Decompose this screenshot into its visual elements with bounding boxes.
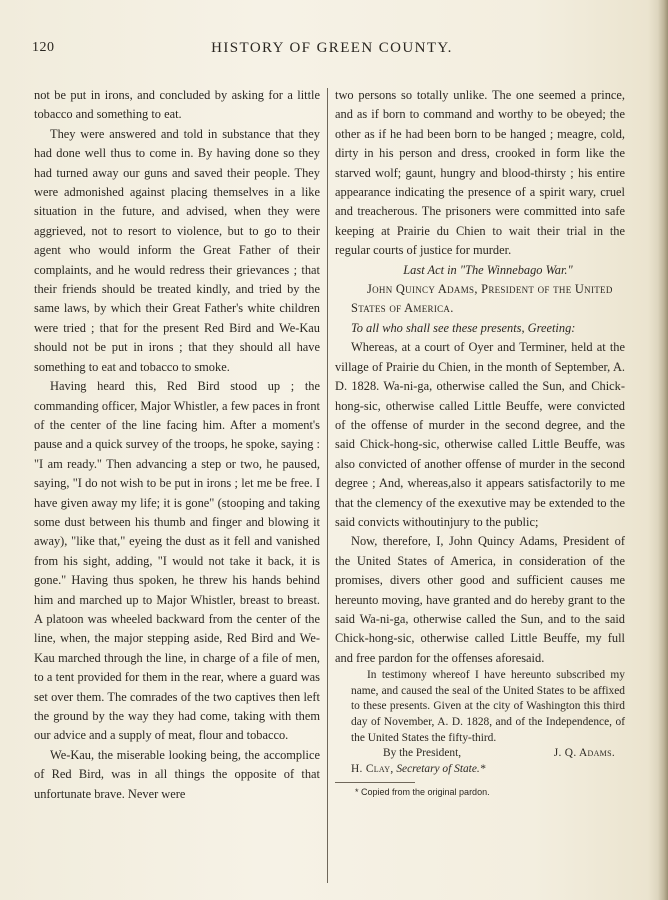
page-header [32, 40, 632, 62]
proclamation-heading: John Quincy Adams, President of the United States of America. [351, 282, 613, 316]
page-edge-shadow [658, 0, 668, 900]
column-divider [327, 88, 328, 883]
paragraph: Having heard this, Red Bird stood up ; the commanding officer, Major Whistler, a few paces in front of the center of the line facing him. After a moment's pause and a quick survey of the troops, he spoke, saying : "I am ready." Then advancing a step or two, he paused, saying, "I do not wish to be put in irons ; let me be free. I have given away my life; it is gone" (stooping and taking some dust between his thumb and finger and blowing it away), "like that," eyeing the dust as it fell and vanished from his sight, adding, "I would not take it back, it is gone." Having thus spoken, he threw his hands behind him and marched up to Major Whistler, breast to breast. A platoon was wheeled backward from the center of the line, when, the major stepping aside, Red Bird and We-Kau marched through the line, in charge of a file of men, to a tent provided for them in the rear, where a guard was set over them. The comrades of the two captives then left the ground by the way they had come, taking with them our advice and a supply of meat, flour and tobacco. [34, 379, 320, 743]
proclamation-title: Last Act in "The Winnebago War." [403, 262, 573, 277]
paragraph: They were answered and told in substance that they had done well thus to come in. By having done so they had turned away our guns and saved their people. They were admonished against placing themselves in a like situation in the future, and advised, when they were aggrieved, not to resort to violence, but to go to their agent who would inform the Great Father of their complaints, and he would redress their grievances ; that their friends should be treated kindly, and tried by the same laws, by which their Great Father's white children were tried ; that for the present Red Bird and We-Kau should not be put in irons ; that they should all have something to eat and tobacco to smoke. [34, 126, 320, 374]
footnote-rule [335, 782, 415, 783]
paragraph: two persons so totally unlike. The one seemed a prince, and as if born to command and worthy to be obeyed; the other as if he had been born to be hanged ; meagre, cold, dirty in his person and dress, crooked in form like the starved wolf; gaunt, hungry and blood-thirsty ; his entire appearance indicating the presence of a spirit wary, cruel and treacherous. The prisoners were committed into safe keeping at Prairie du Chien to wait their trial in the regular courts of justice for murder. [335, 88, 625, 258]
paragraph: We-Kau, the miserable looking being, the accomplice of Red Bird, was in all things the opposite of that unfortunate brave. Never were [34, 747, 320, 801]
page-number: 120 [32, 40, 55, 55]
paragraph: not be put in irons, and concluded by asking for a little tobacco and something to eat. [34, 88, 320, 122]
signature-line [335, 746, 625, 762]
countersignature-name: H. Clay, [351, 762, 394, 775]
testimony-clause: In testimony whereof I have hereunto subscribed my name, and caused the seal of the United States to be affixed to these presents. Given at the city of Washington this third day of November, A. D. 1828, and of the Independence, of the United States the fifty-third. [351, 669, 625, 744]
footnote: * Copied from the original pardon. [355, 787, 490, 798]
signature-name: J. Q. Adams. [553, 747, 615, 760]
salutation: To all who shall see these presents, Greeting: [351, 320, 576, 335]
signature-by: By the President, [383, 747, 462, 760]
right-column [335, 86, 625, 798]
paragraph: Now, therefore, I, John Quincy Adams, President of the United States of America, in consideration of the promises, divers other good and sufficient causes me hereunto moving, have granted and do hereby grant to the said Wa-ni-ga, otherwise called the Sun, and to the said Chick-hong-sic, otherwise called Little Beuffe, my full and free pardon for the offenses aforesaid. [335, 534, 625, 665]
countersignature-line [335, 762, 625, 778]
running-title: HISTORY OF GREEN COUNTY. [211, 40, 453, 56]
countersignature-title: Secretary of State.* [396, 762, 486, 775]
paragraph: Whereas, at a court of Oyer and Terminer, held at the village of Prairie du Chien, in the month of September, A. D. 1828. Wa-ni-ga, otherwise called the Sun, and Chick-hong-sic, otherwise called Little Beuffe, were convicted of the offense of murder in the second degree, and the said Chick-hong-sic, otherwise called Little Beuffe, was also convicted of another offense of murder in the second degree ; And, whereas,also it appears satisfactorily to me that the clemency of the exexutive may be extended to the said convicts withoutinjury to the public; [335, 340, 625, 529]
left-column [34, 86, 320, 804]
